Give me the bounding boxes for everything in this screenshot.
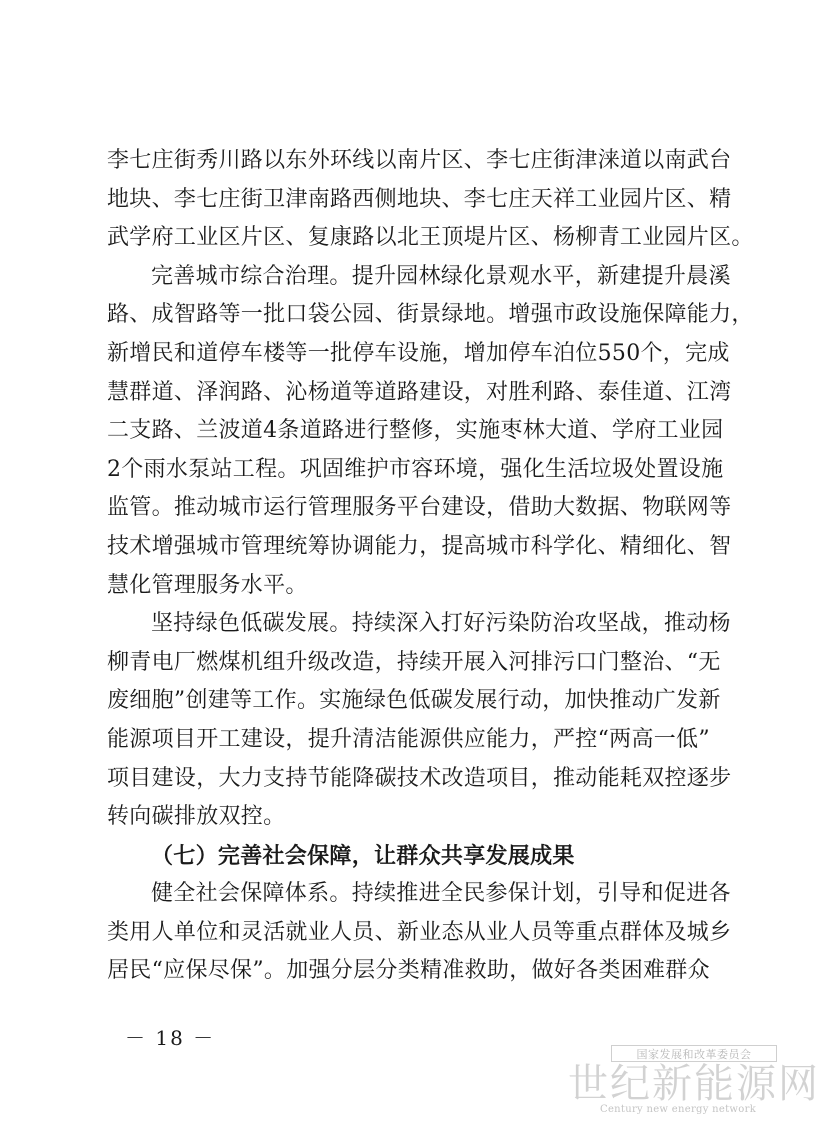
text-line: 李七庄街秀川路以东外环线以南片区、李七庄街津涞道以南武台 — [107, 148, 732, 173]
page-number: － 18 － — [125, 1026, 216, 1050]
text-line: 技术增强城市管理统筹协调能力，提高城市科学化、精细化、智 — [107, 533, 732, 559]
text-line: 武学府工业区片区、复康路以北王顶堤片区、杨柳青工业园片区。 — [107, 225, 754, 251]
body-text — [107, 142, 754, 991]
text-line: 废细胞”创建等工作。实施绿色低碳发展行动，加快推动广发新 — [107, 688, 721, 714]
text-line: 监管。推动城市运行管理服务平台建设，借助大数据、物联网等 — [107, 495, 732, 521]
section-heading: （七）完善社会保障，让群众共享发展成果 — [151, 842, 575, 869]
text-line: 地块、李七庄街卫津南路西侧地块、李七庄天祥工业园片区、精 — [107, 186, 732, 212]
text-line: 柳青电厂燃煤机组升级改造，持续开展入河排污口门整治、“无 — [107, 649, 721, 675]
text-line: 完善城市综合治理。提升园林绿化景观水平，新建提升晨溪 — [151, 263, 731, 289]
watermark-english: Century new energy network — [600, 1104, 757, 1115]
text-line: 新增民和道停车楼等一批停车设施，增加停车泊位550个，完成 — [107, 340, 730, 366]
text-line: 能源项目开工建设，提升清洁能源供应能力，严控“两高一低” — [107, 726, 710, 752]
text-line: 类用人单位和灵活就业人员、新业态从业人员等重点群体及城乡 — [107, 919, 732, 945]
watermark-logo: 世纪新能源网 — [568, 1061, 820, 1107]
text-line: 转向碳排放双控。 — [107, 804, 286, 830]
text-line: 健全社会保障体系。持续推进全民参保计划，引导和促进各 — [151, 881, 731, 907]
text-line: 慧化管理服务水平。 — [107, 572, 308, 598]
text-line: 2个雨水泵站工程。巩固维护市容环境，强化生活垃圾处置设施 — [107, 456, 724, 482]
text-line: 居民“应保尽保”。加强分层分类精准救助，做好各类困难群众 — [107, 958, 710, 984]
watermark-caption: 国家发展和改革委员会 — [611, 1045, 777, 1062]
text-line: 项目建设，大力支持节能降碳技术改造项目，推动能耗双控逐步 — [107, 765, 732, 791]
text-line: 慧群道、泽润路、沁杨道等道路建设，对胜利路、泰佳道、江湾 — [107, 379, 732, 405]
text-line: 二支路、兰波道4条道路进行整修，实施枣林大道、学府工业园 — [107, 418, 724, 444]
text-line: 路、成智路等一批口袋公园、街景绿地。增强市政设施保障能力， — [107, 302, 754, 328]
text-line: 坚持绿色低碳发展。持续深入打好污染防治攻坚战，推动杨 — [151, 611, 731, 637]
